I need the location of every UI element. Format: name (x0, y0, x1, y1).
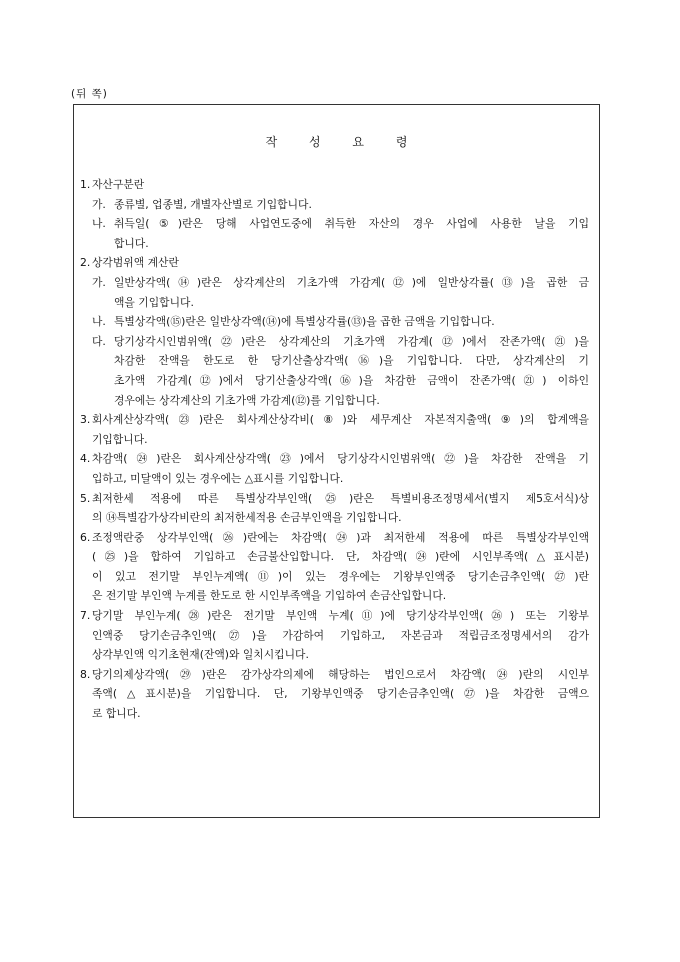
page-title: 작 성 요 령 (265, 135, 408, 149)
page-side-label: (뒤 쪽) (71, 88, 108, 100)
subitem-2-c-cont: 초가액 가감계(⑫)에서 당기산출상각액(⑯)을 차감한 금액이 잔존가액(㉑) 이하인 (114, 373, 589, 387)
item-7-cont: 인액중 당기손금추인액(㉗)을 가감하여 기입하고, 자본금과 적립금조정명세서의 감가 (92, 628, 589, 642)
item-text: 당기의제상각액(㉙)란은 감가상각의제에 해당하는 법인으로서 차감액(㉔)란의 시인부 (92, 667, 589, 681)
subitem-text: 취득일(⑤)란은 당해 사업연도중에 취득한 자산의 경우 사업에 사용한 날을 기입 (114, 217, 589, 231)
subitem-number: 나. (92, 315, 106, 329)
item-text: 자산구분란 (92, 178, 145, 191)
item-6 (80, 528, 589, 548)
item-6-cont: (㉕)을 합하여 기입하고 손금불산입합니다. 단, 차감액(㉔)란에 시인부족액(△표시분) (92, 550, 589, 564)
item-7 (80, 606, 589, 626)
item-1 (80, 175, 589, 195)
subitem-2-c (80, 332, 589, 352)
item-8 (80, 665, 589, 685)
item-text: 회사계산상각액(㉓)란은 회사계산상각비(⑧)와 세무계산 자본적지출액(⑨)의 합계액을 (92, 413, 589, 427)
item-text: 최저한세 적용에 따른 특별상각부인액(㉕)란은 특별비용조정명세서(별지 제5호서식)상 (92, 491, 589, 505)
item-3-cont: 기입합니다. (92, 432, 148, 446)
subitem-2-a-cont: 액을 기입합니다. (114, 295, 194, 309)
item-text: 당기말 부인누계(㉘)란은 전기말 부인액 누계(⑪)에 당기상각부인액(㉖) 또는 기왕부 (92, 609, 589, 623)
item-number: 3. (80, 413, 91, 427)
item-text: 조정액란중 상각부인액(㉖)란에는 차감액(㉔)과 최저한세 적용에 따른 특별상각부인액 (92, 530, 589, 544)
item-5 (80, 489, 589, 509)
item-number: 8. (80, 667, 91, 681)
item-number: 4. (80, 452, 91, 466)
item-8-cont: 족액(△표시분)을 기입합니다. 단, 기왕부인액중 당기손금추인액(㉗)을 차감한 금액으 (92, 687, 589, 701)
instructions-frame (73, 104, 600, 818)
subitem-number: 다. (92, 334, 106, 348)
item-number: 7. (80, 609, 91, 623)
item-number: 2. (80, 256, 91, 270)
item-number: 1. (80, 178, 91, 191)
subitem-2-b (80, 312, 589, 332)
item-text: 상각범위액 계산란 (92, 256, 179, 270)
item-number: 5. (80, 491, 91, 505)
item-6-cont: 은 전기말 부인액 누계를 한도로 한 시인부족액을 기입하여 손금산입합니다. (92, 589, 447, 603)
item-number: 6. (80, 530, 91, 544)
subitem-text: 특별상각액(⑮)란은 일반상각액(⑭)에 특별상각률(⑬)을 곱한 금액을 기입합니다. (114, 315, 495, 329)
subitem-number: 가. (92, 197, 106, 211)
subitem-text: 당기상각시인범위액(㉒)란은 상각계산의 기초가액 가감계(⑫)에서 잔존가액(㉑)을 (114, 334, 589, 348)
subitem-1-b-cont: 합니다. (114, 236, 149, 250)
subitem-number: 나. (92, 217, 106, 231)
subitem-text: 종류별, 업종별, 개별자산별로 기입합니다. (114, 197, 312, 211)
item-4 (80, 449, 589, 469)
subitem-1-a (80, 195, 589, 215)
item-5-cont: 의 ⑭특별감가상각비란의 최저한세적용 손금부인액을 기입합니다. (92, 511, 402, 525)
item-3 (80, 410, 589, 430)
instructions-body (80, 175, 589, 724)
subitem-2-c-cont: 차감한 잔액을 한도로 한 당기산출상각액(⑯)을 기입합니다. 다만, 상각계산의 기 (114, 354, 589, 368)
subitem-2-a (80, 273, 589, 293)
item-8-cont: 로 합니다. (92, 707, 141, 721)
subitem-number: 가. (92, 275, 106, 289)
item-7-cont: 상각부인액 익기초현재(잔액)와 일치시킵니다. (92, 648, 309, 662)
item-4-cont: 입하고, 미달액이 있는 경우에는 △표시를 기입합니다. (92, 471, 344, 485)
subitem-text: 일반상각액(⑭)란은 상각계산의 기초가액 가감계(⑫)에 일반상각률(⑬)을 곱한 금 (114, 275, 589, 289)
item-6-cont: 이 있고 전기말 부인누계액(⑪)이 있는 경우에는 기왕부인액중 당기손금추인액(㉗)란 (92, 569, 589, 583)
item-text: 차감액(㉔)란은 회사계산상각액(㉓)에서 당기상각시인범위액(㉒)을 차감한 잔액을 기 (92, 452, 589, 466)
item-2 (80, 253, 589, 273)
subitem-1-b (80, 214, 589, 234)
subitem-2-c-cont: 경우에는 상각계산의 기초가액 가감계(⑫)를 기입합니다. (114, 393, 380, 407)
